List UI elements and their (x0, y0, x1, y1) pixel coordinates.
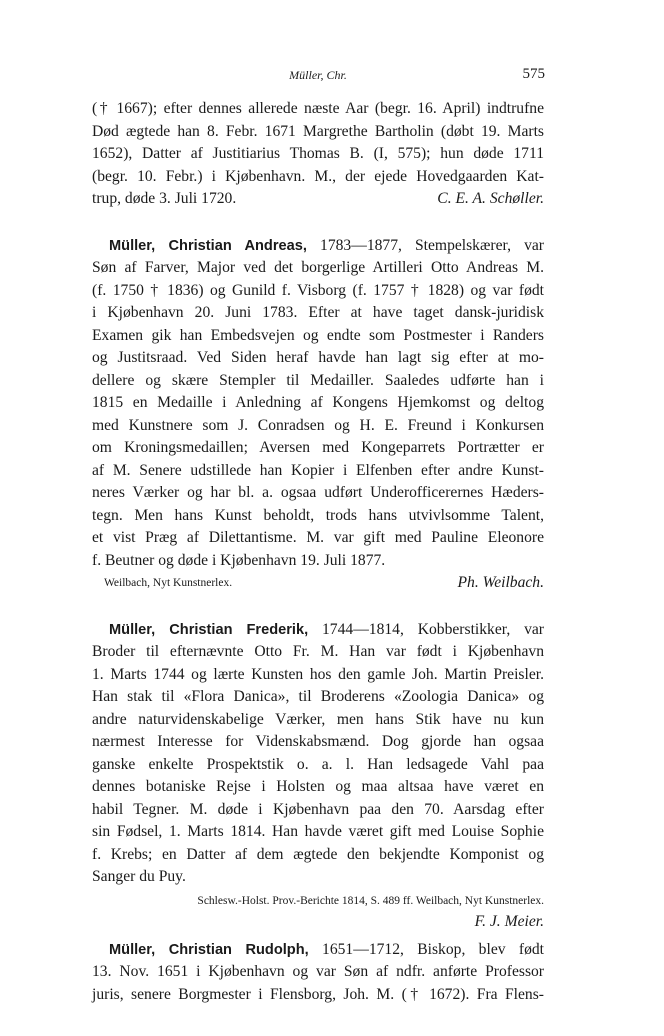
text-line: tegn. Men hans Kunst beholdt, trods hans utvivlsomme Talent, (92, 506, 544, 524)
page-header (91, 66, 545, 90)
reference-text: Weilbach, Nyt Kunstnerlex. (104, 577, 233, 589)
entry-christian-andreas (92, 235, 544, 595)
entry-lines (92, 961, 544, 1006)
entry-headword: Müller, Christian Rudolph, (109, 941, 309, 958)
text-line: 13. Nov. 1651 i Kjøbenhavn og var Søn af ndfr. anførte Professor (92, 963, 544, 980)
text-line: et vist Præg af Dilettantisme. M. var gift med Pauline Eleonore (92, 529, 544, 546)
entry-last-line: Sanger du Puy. (92, 868, 186, 885)
text-line: Examen gik han Embedsvejen og endte som Postmester i Randers (92, 326, 544, 344)
entry-reference-line (92, 889, 544, 911)
text-line: ganske enkelte Prospektstik o. a. l. Han ledsagede Vahl paa (92, 755, 544, 773)
text-body (92, 98, 544, 1006)
text-line: med Kunstnere som J. Conradsen og H. E. Freund i Konkursen (92, 416, 544, 434)
text-line: Broder til efternævnte Otto Fr. M. Han var født i Kjøbenhavn (92, 643, 544, 660)
entry-christian-rudolph (92, 939, 544, 1007)
text-line: Han stak til «Flora Danica», til Broderens «Zoologia Danica» og (92, 688, 544, 705)
author-signature: F. J. Meier. (474, 912, 544, 930)
entry-headword: Müller, Christian Frederik, (109, 621, 309, 638)
text-line: Søn af Farver, Major ved det borgerlige Artilleri Otto Andreas M. (92, 259, 544, 276)
entry-first-line: Müller, Christian Frederik, 1744—1814, Kobberstikker, var (109, 620, 544, 638)
entry-reference-line (92, 572, 544, 595)
text-line: om Kroningsmedaillen; Aversen med Kongeparrets Portrætter er (92, 439, 544, 456)
entry-headword: Müller, Christian Andreas, (109, 237, 307, 254)
text-line: habil Tegner. M. døde i Kjøbenhavn paa den 70. Aarsdag efter (92, 800, 544, 818)
entry-first-line: Müller, Christian Andreas, 1783—1877, Stempelskærer, var (109, 236, 544, 254)
entry-signature-line (92, 911, 544, 933)
entry-first-line: Müller, Christian Rudolph, 1651—1712, Biskop, blev født (109, 940, 544, 958)
entry-christian-frederik (92, 619, 544, 933)
text-line: f. Krebs; en Datter af dem ægtede den bekjendte Komponist og (92, 845, 544, 863)
author-signature: Ph. Weilbach. (457, 574, 544, 591)
entry-lines (92, 257, 544, 550)
text-line: juris, senere Borgmester i Flensborg, Joh. M. († 1672). Fra Flens- (92, 985, 544, 1003)
text-line: dennes botaniske Rejse i Holsten og maa altsaa have været en (92, 778, 544, 795)
entry-last-line: trup, døde 3. Juli 1720. (92, 190, 237, 207)
text-line: og Justitsraad. Ved Siden heraf havde han lagt sig efter at mo- (92, 349, 544, 366)
text-line: 1. Marts 1744 og lærte Kunsten hos den gamle Joh. Martin Preisler. (92, 665, 544, 683)
text-line: († 1667); efter dennes allerede næste Aar (begr. 16. April) indtrufne (92, 100, 544, 117)
entry-last-line: f. Beutner og døde i Kjøbenhavn 19. Juli 1877. (92, 551, 386, 569)
text-line: (f. 1750 † 1836) og Gunild f. Visborg (f. 1757 † 1828) og var født (92, 281, 544, 299)
text-line: 1652), Datter af Justitiarius Thomas B. (I, 575); hun døde 1711 (92, 145, 544, 162)
text-line: andre naturvidenskabelige Værker, men hans Stik have nu kun (92, 710, 544, 728)
text-line: nærmest Interesse for Videnskabsmænd. Dog gjorde han ogsaa (92, 733, 544, 750)
entry-closing-line (92, 188, 544, 211)
text-line: sin Fødsel, 1. Marts 1814. Han havde været gift med Louise Sophie (92, 823, 544, 840)
text-line: (begr. 10. Febr.) i Kjøbenhavn. M., der ejede Hovedgaarden Kat- (92, 167, 544, 185)
text-line: dellere og skære Stempler til Medailler. Saaledes udførte han i (92, 371, 544, 389)
text-line: i Kjøbenhavn 20. Juni 1783. Efter at have taget dansk-juridisk (92, 304, 544, 321)
entry-scholler (92, 98, 544, 211)
entry-lines (92, 98, 544, 188)
text-line: af M. Senere udstillede han Kopier i Elfenben efter andre Kunst- (92, 461, 544, 479)
text-line: 1815 en Medaille i Anledning af Kongens Hjemkomst og deltog (92, 394, 544, 411)
reference-text: Schlesw.-Holst. Prov.-Berichte 1814, S. 489 ff. Weilbach, Nyt Kunstnerlex. (197, 894, 544, 907)
text-line: Død ægtede han 8. Febr. 1671 Margrethe Bartholin (døbt 19. Marts (92, 122, 544, 140)
author-signature: C. E. A. Schøller. (437, 190, 544, 207)
running-head: Müller, Chr. (289, 68, 347, 82)
entry-lines (92, 641, 544, 866)
text-line: neres Værker og har bl. a. ogsaa udført Underofficerernes Hæders- (92, 484, 544, 501)
page-number: 575 (522, 66, 545, 82)
